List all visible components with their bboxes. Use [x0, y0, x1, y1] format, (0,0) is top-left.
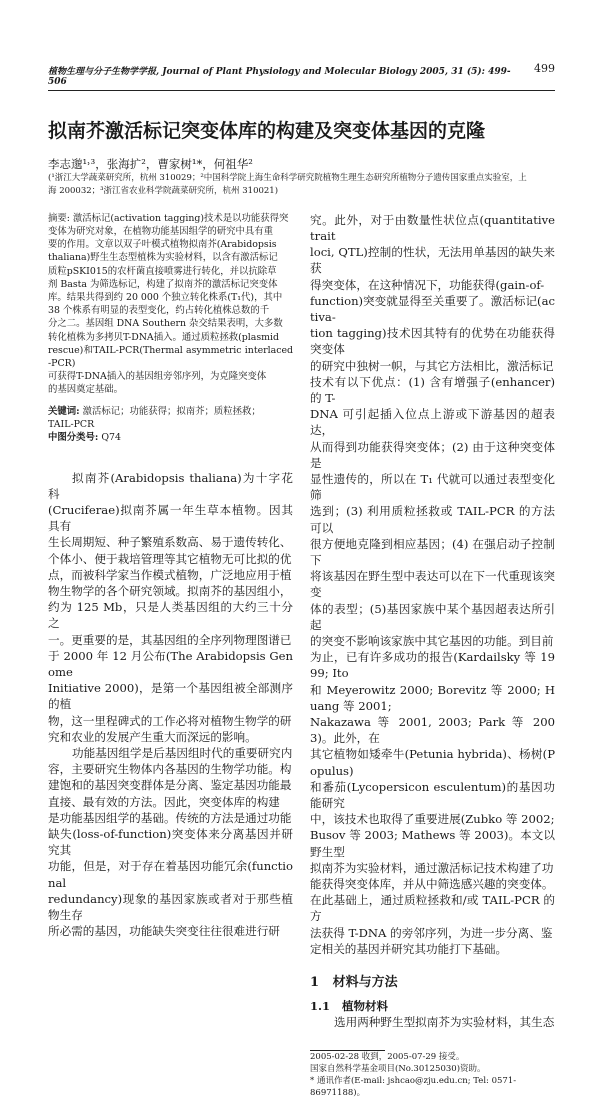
clc-label: 中图分类号: — [48, 431, 99, 443]
text-line: 技术有以下优点：(1) 含有增强子(enhancer)的 T- — [310, 374, 555, 405]
text-line: (Cruciferae)拟南芥属一年生草本植物。因其具有 — [48, 502, 293, 534]
section-title: 植物材料 — [342, 999, 389, 1014]
keywords-cont: TAIL-PCR — [48, 418, 95, 430]
text-line: 选到；(3) 利用质粒拯救或 TAIL-PCR 的方法可以 — [310, 504, 555, 535]
affiliation-line: (¹浙江大学蔬菜研究所，杭州 310029；²中国科学院上海生命科学研究院植物生理生态研究所植物分子遗传国家重点实验室，上 — [48, 172, 527, 183]
text-line: 于 2000 年 12 月公布(The Arabidopsis Genome — [48, 648, 293, 679]
text-line: 究和农业的发展产生重大而深远的影响。 — [48, 729, 257, 744]
text-line: 为止，已有许多成功的报告(Kardailsky 等 1999; Ito — [310, 650, 555, 681]
footnote-funding: 国家自然科学基金项目(No.30125030)资助。 — [310, 1064, 486, 1075]
clc-code: Q74 — [101, 431, 121, 443]
text-line: 质粒pSKI015的农杆菌直接喷雾进行转化，并以抗除草 — [48, 265, 277, 277]
author-list: 李志邈¹˒³，张海扩²，曹家树¹*，何祖华² — [48, 156, 253, 171]
text-line: 体的表型；(5)基因家族中某个基因超表达所引起 — [310, 601, 555, 632]
running-header — [48, 64, 555, 91]
text-line: 拟南芥(Arabidopsis thaliana)为十字花科 — [48, 470, 293, 501]
section-heading-1 — [310, 971, 555, 990]
text-line: 和番茄(Lycopersicon esculentum)的基因功能研究 — [310, 779, 555, 810]
abstract — [48, 212, 293, 397]
text-line: 个体小、便于栽培管理等其它植物无可比拟的优 — [48, 551, 292, 566]
text-line: 直接、最有效的方法。因此，突变体库的构建 — [48, 794, 280, 809]
text-line: 变体为研究对象，在植物功能基因组学的研究中具有重 — [48, 225, 274, 237]
text-line: 将该基因在野生型中表达可以在下一代重现该突变 — [310, 569, 555, 600]
text-line: Busov 等 2003; Mathews 等 2003)。本文以野生型 — [310, 828, 555, 859]
text-line: 剂 Basta 为筛选标记，构建了拟南芥的激活标记突变体 — [48, 278, 278, 290]
text-line: 摘要: 激活标记(activation tagging)技术是以功能获得突 — [48, 212, 289, 224]
text-line: 生长周期短、种子繁殖系数高、易于遗传转化、 — [48, 535, 292, 550]
text-line: 中，该技术也取得了重要进展(Zubko 等 2002; — [310, 812, 555, 827]
text-line: 的基因奠定基础。 — [48, 384, 124, 396]
text-line: 分之二。基因组 DNA Southern 杂交结果表明，大多数 — [48, 318, 283, 330]
left-column — [48, 212, 293, 1100]
text-line: 的突变不影响该家族中其它基因的功能。到目前 — [310, 633, 554, 648]
text-line: 在此基础上，通过质粒拯救和/或 TAIL-PCR 的方 — [310, 893, 555, 924]
footnote-corresponding: * 通讯作者(E-mail: jshcao@zju.edu.cn; Tel: 0571-86971188)。 — [310, 1076, 517, 1099]
section-number: 1 — [310, 975, 320, 991]
text-line: function)突变就显得至关重要了。激活标记(activa- — [310, 293, 555, 324]
text-line: 的研究中独树一帜，与其它方法相比，激活标记 — [310, 358, 554, 373]
right-column — [310, 212, 555, 1100]
two-column-body — [48, 212, 555, 1100]
text-line: 要的作用。文章以双子叶模式植物拟南芥(Arabidopsis — [48, 239, 277, 251]
text-line: 物，这一里程碑式的工作必将对植物生物学的研 — [48, 713, 292, 728]
section-number: 1.1 — [310, 999, 331, 1014]
section-heading-1-1 — [310, 998, 555, 1014]
section-1-1-text: 选用两种野生型拟南芥为实验材料，其生态 — [334, 1015, 555, 1030]
text-line: 点，而被科学家当作模式植物，广泛地应用于植 — [48, 567, 292, 582]
text-line: 建饱和的基因突变群体是分离、鉴定基因功能最 — [48, 778, 292, 793]
text-line: 定相关的基因并研究其功能打下基础。 — [310, 941, 508, 956]
text-line: 很方便地克隆到相应基因；(4) 在强启动子控制下 — [310, 536, 555, 567]
text-line: thaliana)野生生态型植株为实验材料，以含有激活标记 — [48, 252, 278, 264]
left-column-body — [48, 470, 293, 940]
text-line: Nakazawa 等 2001, 2003; Park 等 2003)。此外，在 — [310, 714, 555, 746]
text-line: 一。更重要的是，其基因组的全序列物理图谱已 — [48, 632, 292, 647]
text-line: 能获得突变体库，并从中筛选感兴趣的突变体。 — [310, 877, 554, 892]
text-line: 得突变体，在这种情况下，功能获得(gain-of- — [310, 277, 545, 292]
text-line: 物生物学的各个研究领域。拟南芥的基因组小， — [48, 583, 292, 598]
text-line: 库。结果共得到约 20 000 个独立转化株系(T₁代)，其中 — [48, 291, 283, 303]
text-line: redundancy)现象的基因家族或者对于那些植物生存 — [48, 891, 293, 923]
text-line: 究。此外，对于由数量性状位点(quantitative trait — [310, 212, 555, 243]
text-line: 拟南芥为实验材料，通过激活标记技术构建了功 — [310, 860, 554, 875]
footnote-received: 2005-02-28 收到，2005-07-29 接受。 — [310, 1052, 465, 1063]
text-line: Initiative 2000)，是第一个基因组被全部测序的植 — [48, 681, 293, 712]
keywords-block — [48, 405, 293, 444]
text-line: DNA 可引起插入位点上游或下游基因的超表达， — [310, 407, 555, 438]
journal-citation: 植物生理与分子生物学学报, Journal of Plant Physiology and Molecular Biology 2005, 31 (5): 499-506 — [48, 67, 511, 87]
text-line: 可获得T-DNA插入的基因组旁邻序列，为克隆突变体 — [48, 371, 267, 383]
text-line: 和 Meyerowitz 2000; Borevitz 等 2000; Huang 等 2001; — [310, 682, 555, 713]
text-line: 显性遗传的，所以在 T₁ 代就可以通过表型变化筛 — [310, 471, 555, 503]
text-line: 容，主要研究生物体内各基因的生物学功能。构 — [48, 762, 292, 777]
text-line: 功能基因组学是后基因组时代的重要研究内 — [72, 745, 293, 760]
text-line: 其它植物如矮牵牛(Petunia hybrida)、杨树(Populus) — [310, 747, 555, 778]
text-line: 功能，但是，对于存在着基因功能冗余(functional — [48, 859, 293, 890]
text-line: 是功能基因组学的基础。传统的方法是通过功能 — [48, 810, 292, 825]
text-line: tion tagging)技术因其特有的优势在功能获得突变体 — [310, 326, 555, 357]
right-column-body — [310, 212, 555, 957]
text-line: 从而得到功能获得突变体；(2) 由于这种突变体是 — [310, 439, 555, 470]
affiliation-line: 海 200032；³浙江省农业科学院蔬菜研究所，杭州 310021) — [48, 185, 279, 196]
text-line: 约为 125 Mb，只是人类基因组的大约三十分之 — [48, 600, 293, 631]
keywords: 激活标记；功能获得；拟南芥；质粒拯救； — [82, 405, 261, 417]
paper-title: 拟南芥激活标记突变体库的构建及突变体基因的克隆 — [48, 120, 486, 142]
section-title: 材料与方法 — [332, 975, 398, 991]
text-line: loci, QTL)控制的性状，无法用单基因的缺失来获 — [310, 245, 555, 276]
text-line: rescue)和TAIL-PCR(Thermal asymmetric interlaced-PCR) — [48, 344, 293, 369]
text-line: 法获得 T-DNA 的旁邻序列，为进一步分离、鉴 — [310, 925, 553, 940]
page-number: 499 — [534, 62, 555, 75]
text-line: 缺失(loss-of-function)突变体来分离基因并研究其 — [48, 827, 293, 858]
text-line: 38 个株系有明显的表型变化，约占转化植株总数的千 — [48, 305, 270, 317]
text-line: 所必需的基因，功能缺失突变往往很难进行研 — [48, 924, 280, 939]
keywords-label: 关键词: — [48, 405, 80, 417]
text-line: 转化植株为多拷贝T-DNA插入。通过质粒拯救(plasmid — [48, 331, 280, 343]
